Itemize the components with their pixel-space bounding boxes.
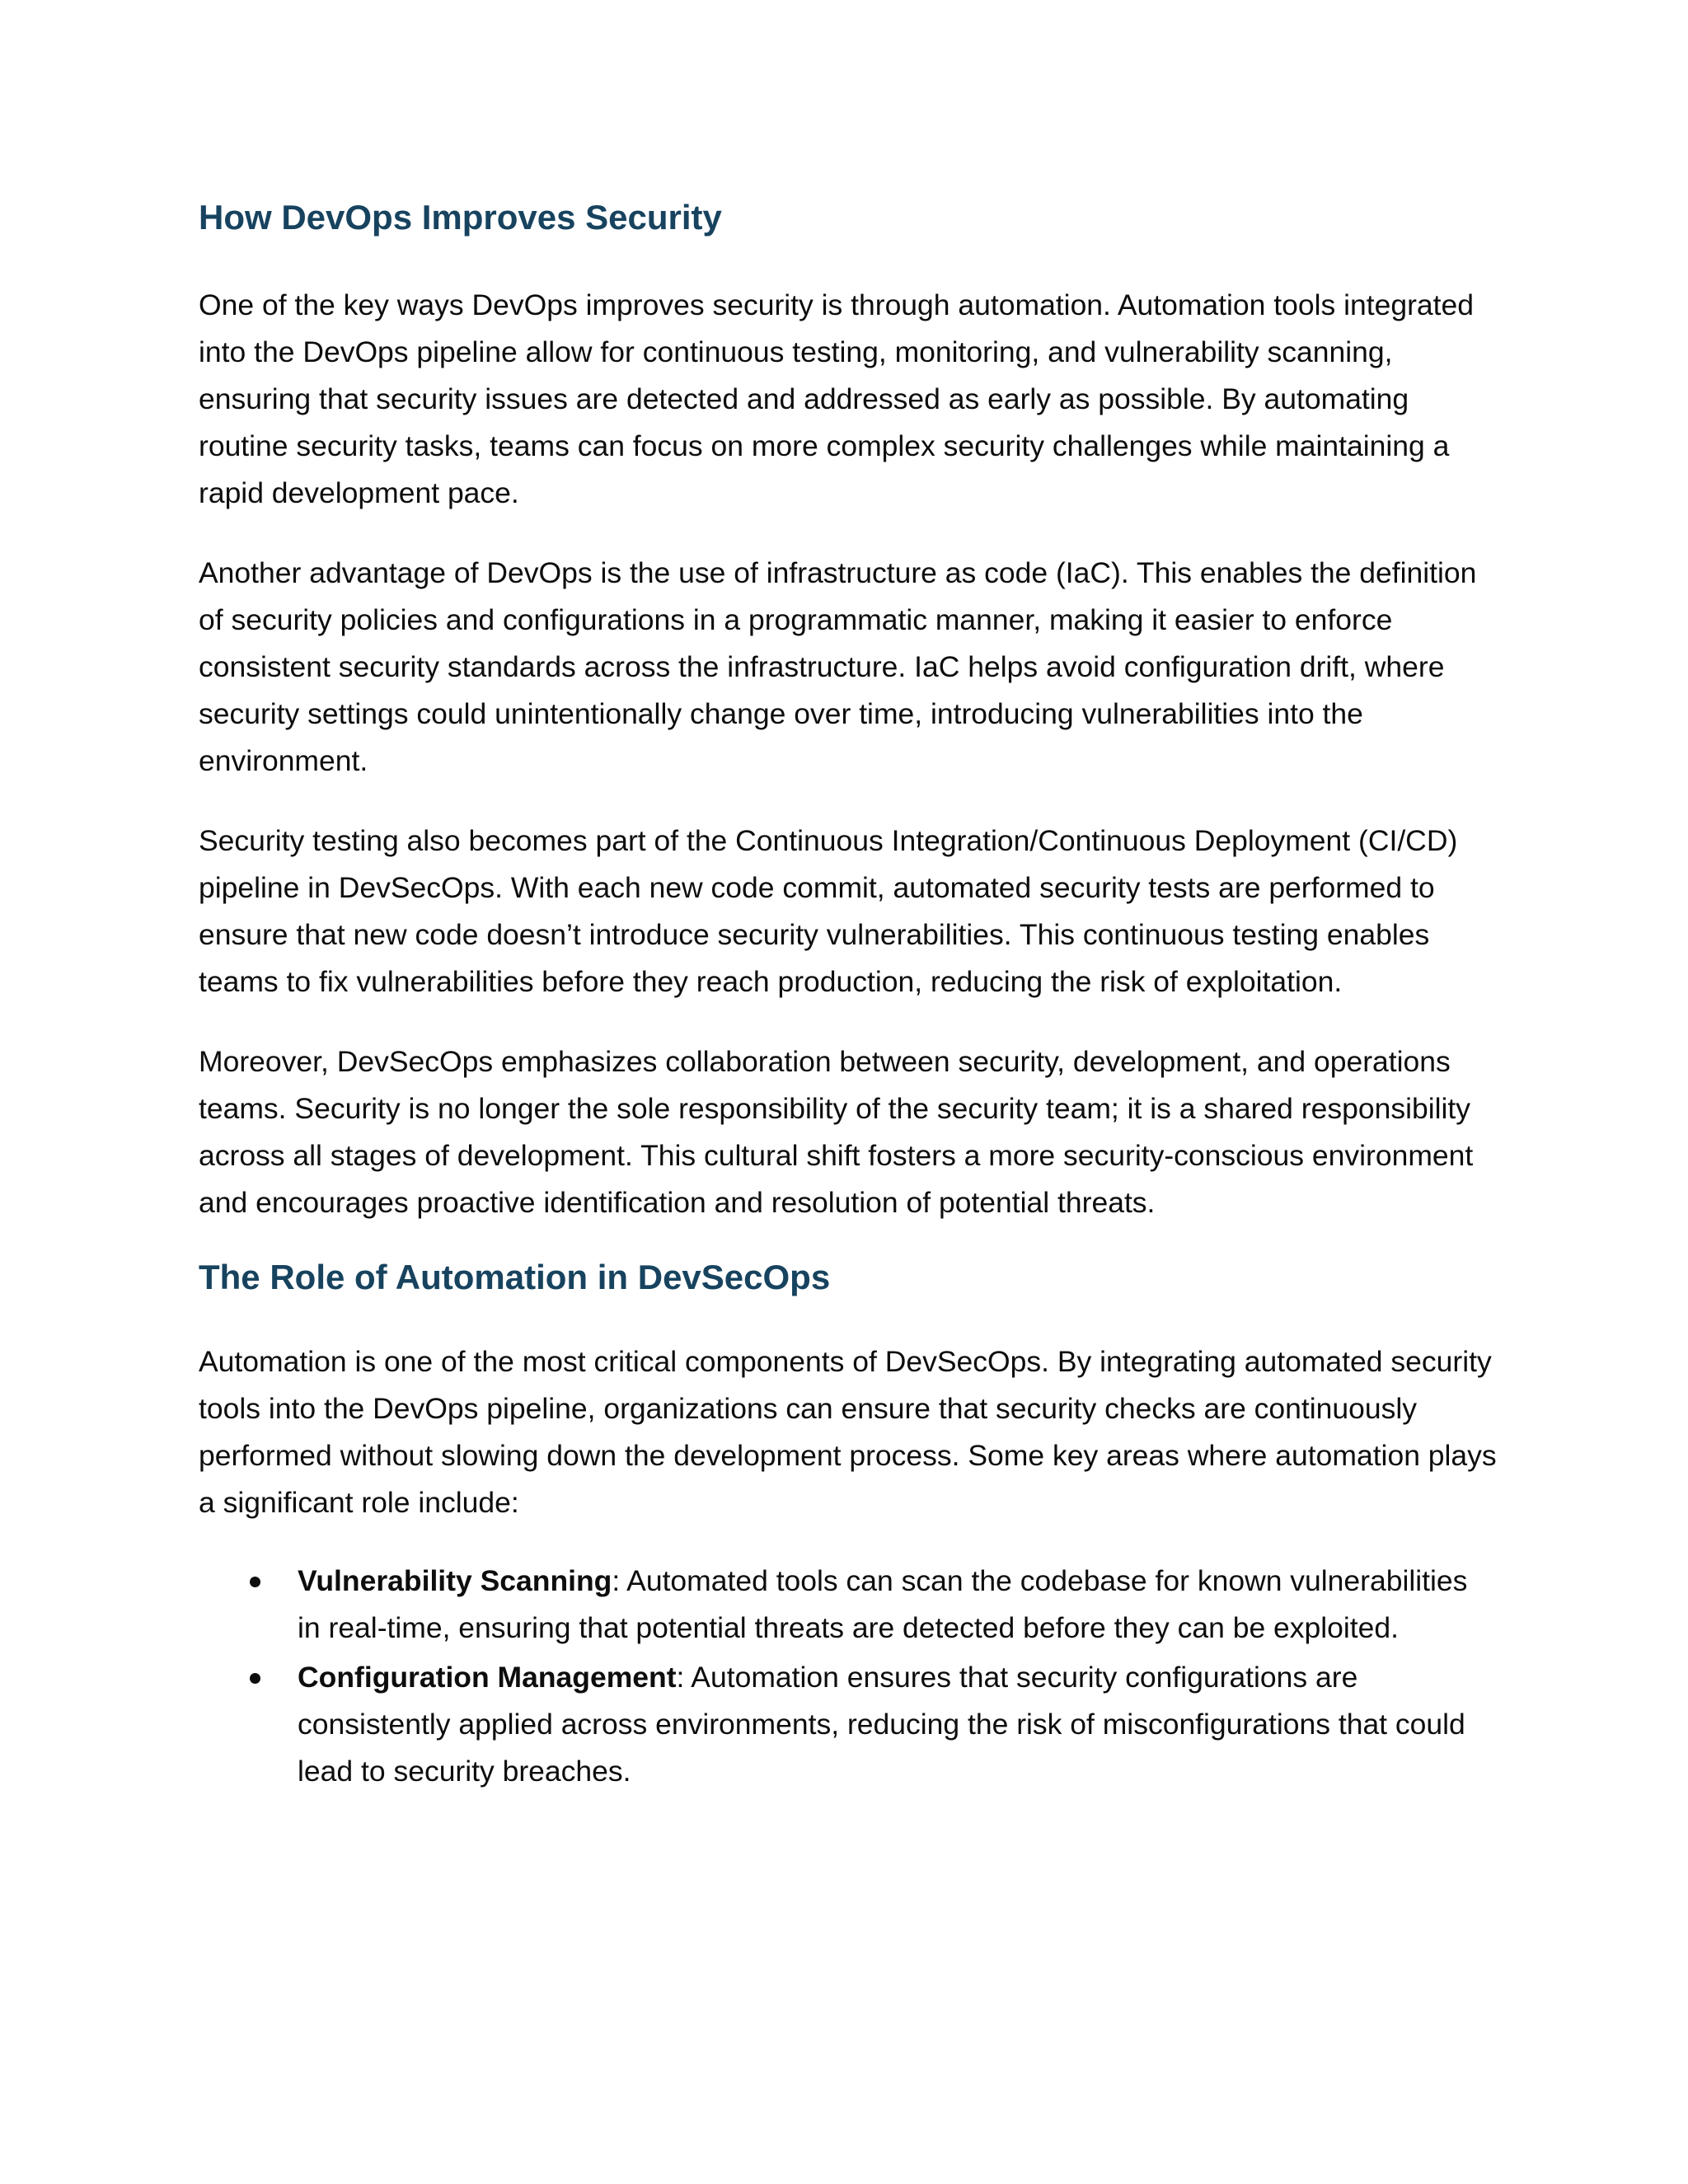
section-heading-automation-role: The Role of Automation in DevSecOps	[199, 1258, 831, 1296]
paragraph-automation: One of the key ways DevOps improves security is through automation. Automation tools integrated into the DevOps pipeline allow for continuous testing, monitoring, and vulnerability scanning, ensuring that security issues are detected and addressed as early as possible. By automating routine security tasks, teams can focus on more complex security challenges while maintaining a rapid development pace.	[199, 288, 1475, 509]
section-heading-devops-security: How DevOps Improves Security	[199, 198, 722, 237]
bullet-term: Configuration Management	[298, 1661, 677, 1694]
bullet-text: : Automation ensures that security configurations are consistently applied across environments, reducing the risk of misconfigurations that could lead to security breaches.	[298, 1661, 1465, 1788]
list-item	[199, 1654, 1497, 1795]
bullet-term: Vulnerability Scanning	[298, 1564, 612, 1597]
bullet-icon	[250, 1673, 260, 1684]
bullet-icon	[250, 1577, 260, 1587]
bullet-list	[199, 1558, 1497, 1795]
bullet-text: : Automated tools can scan the codebase for known vulnerabilities in real-time, ensuring that potential threats are detected before they can be exploited.	[298, 1564, 1468, 1644]
paragraph-iac: Another advantage of DevOps is the use of infrastructure as code (IaC). This enables the definition of security policies and configurations in a programmatic manner, making it easier to enforce consistent security standards across the infrastructure. IaC helps avoid configuration drift, where security settings could unintentionally change over time, introducing vulnerabilities into the environment.	[199, 556, 1477, 777]
paragraph-cicd-testing: Security testing also becomes part of the Continuous Integration/Continuous Deployment (CI/CD) pipeline in DevSecOps. With each new code commit, automated security tests are performed to ensure that new code doesn’t introduce security vulnerabilities. This continuous testing enables teams to fix vulnerabilities before they reach production, reducing the risk of exploitation.	[199, 824, 1458, 998]
paragraph-automation-intro: Automation is one of the most critical components of DevSecOps. By integrating automated security tools into the DevOps pipeline, organizations can ensure that security checks are continuously performed without slowing down the development process. Some key areas where automation plays a significant role include:	[199, 1345, 1497, 1519]
paragraph-collaboration: Moreover, DevSecOps emphasizes collaboration between security, development, and operations teams. Security is no longer the sole responsibility of the security team; it is a shared responsibility across all stages of development. This cultural shift fosters a more security-conscious environment and encourages proactive identification and resolution of potential threats.	[199, 1045, 1474, 1219]
document-content	[199, 194, 1497, 1795]
list-item	[199, 1558, 1497, 1652]
